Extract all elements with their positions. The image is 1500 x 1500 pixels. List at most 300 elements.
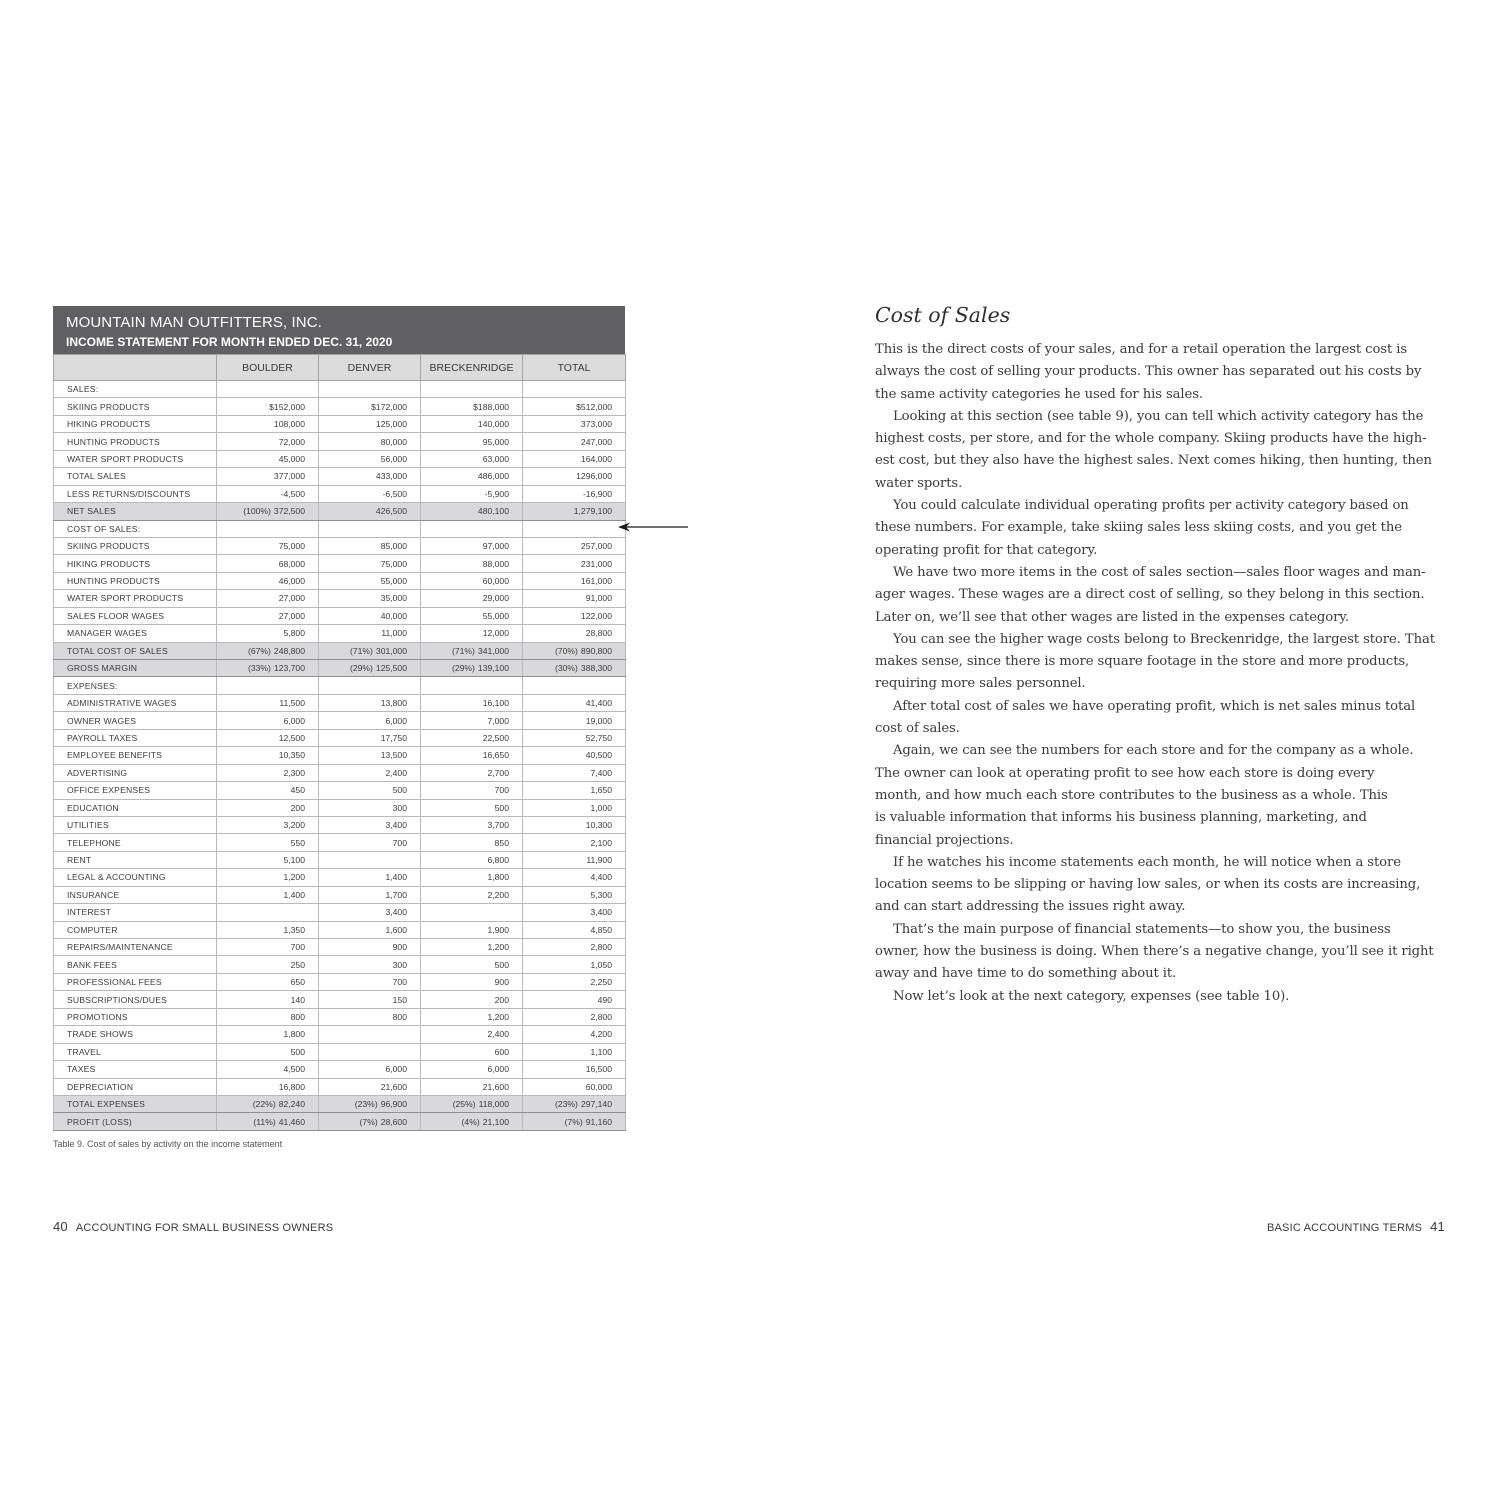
table-row — [54, 555, 626, 572]
amount-value: 500 — [494, 802, 509, 813]
value-cell — [217, 869, 319, 886]
value-cell — [421, 572, 523, 589]
column-header-denver: DENVER — [319, 355, 421, 381]
amount-value: 7,400 — [590, 767, 612, 778]
value-cell — [523, 381, 626, 398]
table-header — [53, 306, 625, 354]
table-row — [54, 904, 626, 921]
value-cell — [523, 816, 626, 833]
text-line: location seems to be slipping or having low sales, or when its costs are increasing, — [875, 877, 1421, 893]
text-line: The owner can look at operating profit to see how each store is doing every — [875, 765, 1375, 781]
amount-value: 450 — [290, 785, 305, 796]
row-label: PAYROLL TAXES — [54, 729, 217, 746]
amount-value: 7,000 — [487, 715, 509, 726]
table-row — [54, 607, 626, 624]
table-row — [54, 1043, 626, 1060]
value-cell — [217, 485, 319, 502]
paragraph — [875, 696, 1415, 741]
row-label: PROFIT (LOSS) — [54, 1113, 217, 1130]
amount-value: $172,000 — [371, 401, 407, 412]
amount-value: $512,000 — [576, 401, 612, 412]
amount-value: 19,000 — [585, 715, 612, 726]
amount-value: 21,600 — [380, 1081, 407, 1092]
statement-title: INCOME STATEMENT FOR MONTH ENDED DEC. 31, 2020 — [66, 335, 393, 349]
value-cell — [523, 677, 626, 694]
row-label: TRADE SHOWS — [54, 1026, 217, 1043]
amount-value: 1,800 — [283, 1029, 305, 1040]
row-label: COMPUTER — [54, 921, 217, 938]
percent-value: (71%) — [349, 645, 373, 656]
row-label: SKIING PRODUCTS — [54, 398, 217, 415]
value-cell — [523, 642, 626, 659]
text-line: and can start addressing the issues right away. — [875, 899, 1186, 915]
value-cell — [421, 381, 523, 398]
value-cell — [421, 816, 523, 833]
value-cell — [523, 939, 626, 956]
column-header-breckenridge: BRECKENRIDGE — [421, 355, 523, 381]
amount-value: 500 — [392, 785, 407, 796]
value-cell — [319, 764, 421, 781]
value-cell — [217, 921, 319, 938]
value-cell — [523, 415, 626, 432]
value-cell — [319, 886, 421, 903]
value-cell — [523, 503, 626, 520]
percent-value: (23%) — [554, 1099, 578, 1110]
amount-value: 3,200 — [283, 820, 305, 831]
value-cell — [319, 816, 421, 833]
amount-value: 1,200 — [487, 942, 509, 953]
table-row — [54, 572, 626, 589]
value-cell — [523, 1043, 626, 1060]
value-cell — [217, 991, 319, 1008]
value-cell — [319, 555, 421, 572]
row-label: OFFICE EXPENSES — [54, 782, 217, 799]
value-cell — [217, 712, 319, 729]
value-cell — [217, 520, 319, 537]
value-cell — [217, 555, 319, 572]
table-caption: Table 9. Cost of sales by activity on the income statement — [53, 1139, 283, 1149]
amount-value: 2,800 — [590, 942, 612, 953]
row-label: HIKING PRODUCTS — [54, 415, 217, 432]
amount-value: 433,000 — [375, 471, 407, 482]
value-cell — [421, 625, 523, 642]
table-row — [54, 625, 626, 642]
value-cell — [421, 1113, 523, 1130]
amount-value: 5,300 — [590, 889, 612, 900]
row-label: INSURANCE — [54, 886, 217, 903]
value-cell — [217, 1113, 319, 1130]
value-cell — [523, 468, 626, 485]
row-label: HUNTING PRODUCTS — [54, 433, 217, 450]
amount-value: 41,400 — [585, 698, 612, 709]
amount-value: 164,000 — [580, 453, 612, 464]
amount-value: 150 — [392, 994, 407, 1005]
amount-value: 2,300 — [283, 767, 305, 778]
table-row — [54, 1113, 626, 1130]
row-label: DEPRECIATION — [54, 1078, 217, 1095]
row-label: BANK FEES — [54, 956, 217, 973]
amount-value: 52,750 — [585, 732, 612, 743]
value-cell — [319, 991, 421, 1008]
amount-value: 300 — [392, 802, 407, 813]
value-cell — [217, 468, 319, 485]
amount-value: 60,000 — [585, 1081, 612, 1092]
amount-value: 800 — [392, 1011, 407, 1022]
table-row — [54, 520, 626, 537]
value-cell — [421, 1043, 523, 1060]
value-cell — [421, 398, 523, 415]
percent-value: (23%) — [354, 1099, 378, 1110]
amount-value: 297,140 — [580, 1099, 612, 1110]
amount-value: 27,000 — [278, 610, 305, 621]
value-cell — [217, 677, 319, 694]
value-cell — [421, 921, 523, 938]
value-cell — [217, 816, 319, 833]
row-label: REPAIRS/MAINTENANCE — [54, 939, 217, 956]
value-cell — [421, 939, 523, 956]
amount-value: 16,500 — [585, 1064, 612, 1075]
value-cell — [319, 694, 421, 711]
row-label: UTILITIES — [54, 816, 217, 833]
amount-value: 161,000 — [580, 576, 612, 587]
value-cell — [319, 520, 421, 537]
table-row — [54, 869, 626, 886]
value-cell — [217, 572, 319, 589]
row-label: TOTAL COST OF SALES — [54, 642, 217, 659]
amount-value: 11,900 — [586, 855, 612, 866]
amount-value: 700 — [494, 785, 509, 796]
amount-value: 13,500 — [380, 750, 407, 761]
amount-value: 28,800 — [585, 628, 612, 639]
table-row — [54, 834, 626, 851]
value-cell — [523, 625, 626, 642]
paragraph — [875, 339, 1422, 406]
text-line: is valuable information that informs his business planning, marketing, and — [875, 810, 1367, 826]
amount-value: 388,300 — [580, 663, 612, 674]
value-cell — [421, 1008, 523, 1025]
row-label: LEGAL & ACCOUNTING — [54, 869, 217, 886]
value-cell — [523, 607, 626, 624]
value-cell — [523, 782, 626, 799]
amount-value: 200 — [494, 994, 509, 1005]
amount-value: 4,400 — [590, 872, 612, 883]
text-line: est cost, but they also have the highest sales. Next comes hiking, then hunting, then — [875, 453, 1432, 469]
amount-value: 95,000 — [482, 436, 509, 447]
percent-value: (7%) — [359, 1116, 378, 1127]
percent-value: (67%) — [247, 645, 271, 656]
amount-value: 40,500 — [585, 750, 612, 761]
amount-value: 29,000 — [482, 593, 509, 604]
table-row — [54, 991, 626, 1008]
amount-value: 2,100 — [590, 837, 612, 848]
amount-value: 1296,000 — [576, 471, 612, 482]
value-cell — [319, 1078, 421, 1095]
amount-value: 500 — [494, 959, 509, 970]
row-label: TELEPHONE — [54, 834, 217, 851]
table-row — [54, 1095, 626, 1112]
right-running-title: BASIC ACCOUNTING TERMS — [1266, 1222, 1423, 1234]
row-label: INTEREST — [54, 904, 217, 921]
value-cell — [523, 1061, 626, 1078]
value-cell — [523, 1113, 626, 1130]
value-cell — [319, 415, 421, 432]
value-cell — [217, 415, 319, 432]
amount-value: 486,000 — [477, 471, 509, 482]
amount-value: 900 — [392, 942, 407, 953]
value-cell — [523, 956, 626, 973]
amount-value: 2,400 — [487, 1029, 509, 1040]
amount-value: 1,900 — [487, 924, 509, 935]
amount-value: 108,000 — [273, 419, 305, 430]
value-cell — [523, 398, 626, 415]
table-row — [54, 590, 626, 607]
value-cell — [217, 660, 319, 677]
row-label: PROMOTIONS — [54, 1008, 217, 1025]
left-running-title: ACCOUNTING FOR SMALL BUSINESS OWNERS — [75, 1222, 334, 1234]
amount-value: 247,000 — [580, 436, 612, 447]
amount-value: 118,000 — [478, 1099, 509, 1110]
row-label: ADVERTISING — [54, 764, 217, 781]
amount-value: 85,000 — [380, 541, 407, 552]
amount-value: 372,500 — [273, 506, 305, 517]
table-row — [54, 433, 626, 450]
amount-value: 890,800 — [580, 645, 612, 656]
amount-value: 140,000 — [477, 419, 509, 430]
amount-value: 1,050 — [590, 959, 612, 970]
amount-value: 91,160 — [585, 1116, 612, 1127]
value-cell — [421, 904, 523, 921]
value-cell — [421, 1095, 523, 1112]
amount-value: 10,350 — [278, 750, 305, 761]
table-row — [54, 886, 626, 903]
value-cell — [421, 485, 523, 502]
table-row — [54, 764, 626, 781]
text-line: That’s the main purpose of financial statements—to show you, the business — [893, 921, 1391, 937]
amount-value: 41,460 — [278, 1116, 305, 1127]
value-cell — [319, 485, 421, 502]
text-line: these numbers. For example, take skiing sales less skiing costs, and you get the — [875, 520, 1402, 536]
value-cell — [421, 520, 523, 537]
row-label: PROFESSIONAL FEES — [54, 973, 217, 990]
value-cell — [523, 485, 626, 502]
table-row — [54, 677, 626, 694]
value-cell — [319, 1095, 421, 1112]
value-cell — [217, 398, 319, 415]
value-cell — [421, 886, 523, 903]
table-row — [54, 503, 626, 520]
value-cell — [319, 642, 421, 659]
value-cell — [421, 537, 523, 554]
value-cell — [217, 590, 319, 607]
paragraph — [875, 406, 1432, 495]
percent-value: (11%) — [253, 1116, 276, 1127]
amount-value: 231,000 — [580, 558, 612, 569]
paragraph — [875, 495, 1415, 562]
paragraph — [875, 986, 1415, 1008]
amount-value: 250 — [290, 959, 305, 970]
percent-value: (4%) — [461, 1116, 480, 1127]
value-cell — [319, 590, 421, 607]
left-arrow-icon — [616, 520, 692, 534]
text-line: cost of sales. — [875, 721, 960, 737]
table-row — [54, 921, 626, 938]
right-page-footer — [1267, 1219, 1445, 1234]
value-cell — [523, 1078, 626, 1095]
amount-value: 3,400 — [385, 907, 407, 918]
value-cell — [421, 433, 523, 450]
value-cell — [319, 398, 421, 415]
amount-value: 700 — [392, 837, 407, 848]
value-cell — [421, 607, 523, 624]
article-body — [875, 339, 1435, 1008]
percent-value: (29%) — [451, 663, 475, 674]
amount-value: 1,279,100 — [573, 506, 612, 517]
value-cell — [523, 1026, 626, 1043]
value-cell — [217, 607, 319, 624]
value-cell — [523, 572, 626, 589]
value-cell — [421, 468, 523, 485]
row-label: SALES FLOOR WAGES — [54, 607, 217, 624]
value-cell — [319, 625, 421, 642]
row-label: TOTAL SALES — [54, 468, 217, 485]
amount-value: 17,750 — [380, 732, 407, 743]
table-row — [54, 782, 626, 799]
row-label: TRAVEL — [54, 1043, 217, 1060]
table-row — [54, 1008, 626, 1025]
value-cell — [421, 503, 523, 520]
column-header-label — [54, 355, 217, 381]
section-heading: Cost of Sales — [875, 303, 1011, 327]
paragraph — [875, 740, 1415, 851]
value-cell — [421, 1078, 523, 1095]
table-row — [54, 973, 626, 990]
table-row — [54, 485, 626, 502]
amount-value: 60,000 — [482, 576, 509, 587]
row-label: MANAGER WAGES — [54, 625, 217, 642]
amount-value: 800 — [290, 1011, 305, 1022]
statement-grid — [53, 354, 626, 1131]
value-cell — [319, 1113, 421, 1130]
value-cell — [217, 886, 319, 903]
row-label: EDUCATION — [54, 799, 217, 816]
percent-value: (33%) — [247, 663, 271, 674]
table-row — [54, 415, 626, 432]
amount-value: 45,000 — [278, 453, 305, 464]
value-cell — [421, 834, 523, 851]
text-line: water sports. — [875, 475, 963, 491]
value-cell — [217, 904, 319, 921]
amount-value: 600 — [494, 1046, 509, 1057]
value-cell — [217, 450, 319, 467]
value-cell — [319, 869, 421, 886]
amount-value: 75,000 — [380, 558, 407, 569]
value-cell — [523, 433, 626, 450]
amount-value: 22,500 — [482, 732, 509, 743]
amount-value: 3,400 — [590, 907, 612, 918]
value-cell — [421, 851, 523, 868]
amount-value: 27,000 — [278, 593, 305, 604]
value-cell — [523, 851, 626, 868]
value-cell — [421, 450, 523, 467]
amount-value: 1,700 — [385, 889, 407, 900]
amount-value: 125,000 — [375, 419, 407, 430]
amount-value: $188,000 — [473, 401, 509, 412]
amount-value: 700 — [290, 942, 305, 953]
value-cell — [217, 1008, 319, 1025]
value-cell — [523, 555, 626, 572]
amount-value: 426,500 — [375, 506, 407, 517]
value-cell — [523, 450, 626, 467]
value-cell — [217, 625, 319, 642]
text-line: highest costs, per store, and for the whole company. Skiing products have the high- — [875, 431, 1427, 447]
value-cell — [421, 764, 523, 781]
text-line: After total cost of sales we have operating profit, which is net sales minus total — [893, 698, 1416, 714]
amount-value: 650 — [290, 977, 305, 988]
table-row — [54, 381, 626, 398]
amount-value: 16,650 — [482, 750, 509, 761]
row-label: RENT — [54, 851, 217, 868]
table-row — [54, 799, 626, 816]
right-page-number: 41 — [1430, 1219, 1445, 1234]
amount-value: 4,850 — [590, 924, 612, 935]
percent-value: (30%) — [554, 663, 578, 674]
paragraph — [875, 562, 1426, 629]
amount-value: 1,400 — [283, 889, 305, 900]
left-page-footer — [53, 1219, 333, 1234]
text-line: This is the direct costs of your sales, and for a retail operation the largest cost is — [875, 342, 1408, 357]
value-cell — [319, 1043, 421, 1060]
value-cell — [217, 1095, 319, 1112]
article-column — [875, 303, 1435, 1008]
amount-value: 16,800 — [278, 1081, 305, 1092]
amount-value: 700 — [392, 977, 407, 988]
value-cell — [319, 468, 421, 485]
value-cell — [421, 694, 523, 711]
amount-value: 3,400 — [385, 820, 407, 831]
value-cell — [319, 1061, 421, 1078]
row-label: EMPLOYEE BENEFITS — [54, 747, 217, 764]
value-cell — [523, 590, 626, 607]
value-cell — [217, 694, 319, 711]
table-row — [54, 537, 626, 554]
table-row — [54, 747, 626, 764]
amount-value: 200 — [290, 802, 305, 813]
text-line: the same activity categories he used for his sales. — [875, 386, 1204, 402]
value-cell — [319, 572, 421, 589]
text-line: You could calculate individual operating profits per activity category based on — [893, 498, 1409, 514]
percent-value: (7%) — [564, 1116, 583, 1127]
column-header-boulder: BOULDER — [217, 355, 319, 381]
table-row — [54, 468, 626, 485]
row-label: OWNER WAGES — [54, 712, 217, 729]
value-cell — [319, 747, 421, 764]
amount-value: 11,500 — [279, 698, 305, 709]
percent-value: (71%) — [451, 645, 475, 656]
percent-value: (70%) — [554, 645, 578, 656]
value-cell — [523, 1095, 626, 1112]
amount-value: 1,600 — [385, 924, 407, 935]
table-row — [54, 1078, 626, 1095]
value-cell — [523, 904, 626, 921]
text-line: always the cost of selling your products. This owner has separated out his costs by — [875, 364, 1422, 380]
value-cell — [217, 834, 319, 851]
percent-value: (22%) — [252, 1099, 276, 1110]
text-line: Later on, we’ll see that other wages are listed in the expenses category. — [875, 609, 1349, 625]
value-cell — [319, 712, 421, 729]
text-line: operating profit for that category. — [875, 542, 1098, 558]
table-row — [54, 694, 626, 711]
value-cell — [217, 503, 319, 520]
